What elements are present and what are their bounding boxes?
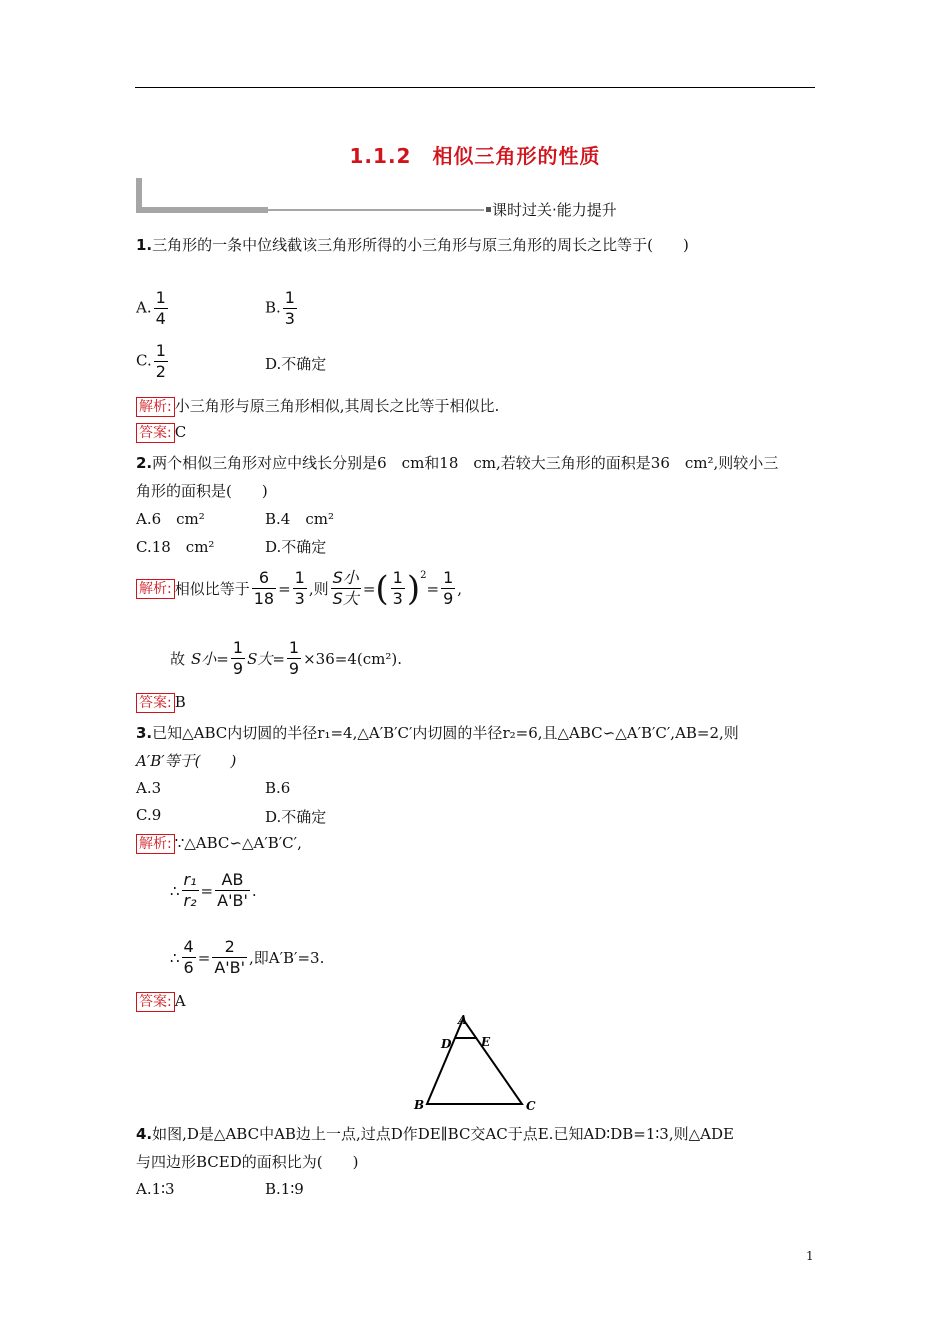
q4-option-b: B.1∶9 xyxy=(265,1180,304,1198)
q1-option-a xyxy=(136,288,170,329)
q3-option-b: B.6 xyxy=(265,779,291,797)
period: . xyxy=(251,881,257,900)
q2-stem-text: 两个相似三角形对应中线长分别是6 cm和18 cm,若较大三角形的面积是36 cm²,则较小三 xyxy=(152,454,779,472)
triangle-figure xyxy=(405,1010,545,1120)
q2-answer xyxy=(136,693,186,713)
equals-sign: = xyxy=(197,948,211,967)
therefore-symbol: ∴ xyxy=(170,948,180,967)
q3-six: 6 xyxy=(183,958,194,977)
q3-option-c: C.9 xyxy=(136,806,162,824)
q3-step2-right-fraction xyxy=(212,937,247,978)
top-rule xyxy=(135,87,815,88)
answer-tag: 答案: xyxy=(136,992,175,1012)
q2-fraction-denominator: 9 xyxy=(232,659,244,678)
q2-exponent: 2 xyxy=(420,570,427,581)
analysis-tag: 解析: xyxy=(136,579,175,599)
q1-option-a-denominator: 4 xyxy=(155,309,166,328)
q2-fraction-denominator: 9 xyxy=(443,589,454,608)
q1-answer xyxy=(136,423,186,443)
q1-option-c-denominator: 2 xyxy=(155,362,166,381)
label-d: D xyxy=(441,1037,452,1051)
right-paren: ) xyxy=(406,568,421,609)
q2-s-small-text: S小 xyxy=(191,650,217,668)
q2-stem-line1 xyxy=(136,452,778,473)
label-b: B xyxy=(414,1098,425,1112)
q2-fraction-1-3-paren xyxy=(391,568,405,609)
q2-s-big: S大 xyxy=(332,589,359,608)
equals-sign: = xyxy=(426,579,440,598)
q4-stem-text: 如图,D是△ABC中AB边上一点,过点D作DE∥BC交AC于点E.已知AD∶DB=1∶3,则△ADE xyxy=(152,1125,734,1143)
q1-option-c xyxy=(136,341,170,382)
q2-step2-suffix: ×36=4(cm²). xyxy=(303,649,402,668)
q4-number: 4. xyxy=(136,1125,153,1143)
q1-option-b-fraction xyxy=(283,288,297,329)
section-band-line xyxy=(268,209,484,211)
q1-analysis xyxy=(136,395,499,417)
q2-step2-fraction-b xyxy=(287,638,301,679)
q3-analysis xyxy=(136,834,302,854)
q3-step1-left-fraction xyxy=(182,870,199,911)
q1-option-a-numerator: 1 xyxy=(155,288,166,307)
q1-option-b-numerator: 1 xyxy=(284,288,295,307)
q2-step2-fraction-a xyxy=(231,638,245,679)
q2-fraction-denominator: 3 xyxy=(294,589,305,608)
q1-option-c-label: C. xyxy=(136,351,152,370)
therefore-symbol: ∴ xyxy=(170,881,180,900)
q2-s-small: S小 xyxy=(332,568,359,587)
q3-a-prime-b-prime: A'B' xyxy=(214,958,246,977)
q2-answer-value: B xyxy=(174,693,186,711)
q3-step2-left-fraction xyxy=(182,937,196,978)
equals-sign: = xyxy=(278,579,291,598)
section-bullet xyxy=(486,207,491,212)
q2-stem-line2: 角形的面积是( ) xyxy=(136,482,268,500)
q3-step2-suffix: ,即A′B′=3. xyxy=(249,949,325,967)
q2-s-big-text: S大 xyxy=(247,650,273,668)
q2-fraction-numerator: 1 xyxy=(443,568,454,587)
section-band-horizontal xyxy=(136,207,268,213)
q2-number: 2. xyxy=(136,454,153,472)
q4-stem-line2: 与四边形BCED的面积比为( ) xyxy=(136,1153,359,1171)
q2-fraction-6-18 xyxy=(252,568,276,609)
q1-option-b xyxy=(265,288,299,329)
q2-fraction-numerator: 1 xyxy=(288,638,300,657)
q1-stem-text: 三角形的一条中位线截该三角形所得的小三角形与原三角形的周长之比等于( ) xyxy=(152,236,689,254)
analysis-tag: 解析: xyxy=(136,834,175,854)
page-number: 1 xyxy=(806,1249,814,1263)
q3-stem-line1 xyxy=(136,722,739,743)
q1-option-b-label: B. xyxy=(265,298,281,317)
q4-stem-line1 xyxy=(136,1123,734,1144)
page-title: 1.1.2 相似三角形的性质 xyxy=(349,144,601,168)
answer-tag: 答案: xyxy=(136,423,175,443)
label-c: C xyxy=(526,1099,536,1113)
q3-answer-value: A xyxy=(174,992,186,1010)
q2-option-b: B.4 cm² xyxy=(265,510,334,528)
comma: , xyxy=(457,579,463,598)
q3-step1-right-fraction xyxy=(215,870,250,911)
q2-fraction-numerator: 1 xyxy=(232,638,244,657)
q1-answer-value: C xyxy=(174,423,187,441)
q4-option-a: A.1∶3 xyxy=(136,1180,175,1198)
q3-r2: r₂ xyxy=(183,891,197,910)
q2-fraction-denominator: 18 xyxy=(253,589,275,608)
label-a: A xyxy=(458,1013,468,1027)
q3-number: 3. xyxy=(136,724,153,742)
q2-fraction-1-9 xyxy=(441,568,455,609)
q1-option-b-denominator: 3 xyxy=(284,309,295,328)
q3-step1 xyxy=(170,870,257,911)
q3-four: 4 xyxy=(183,937,194,956)
q3-analysis-text: ∵△ABC∽△A′B′C′, xyxy=(174,834,302,852)
q2-analysis-prefix: 相似比等于 xyxy=(174,580,250,598)
q1-stem xyxy=(136,234,689,255)
q2-analysis xyxy=(136,568,462,609)
q3-a-prime-b-prime: A'B' xyxy=(217,891,248,910)
q2-step2-prefix: 故 xyxy=(170,650,186,668)
q2-option-c: C.18 cm² xyxy=(136,538,215,556)
q2-fraction-1-3 xyxy=(293,568,307,609)
left-paren: ( xyxy=(375,568,389,609)
q2-fraction-denominator: 3 xyxy=(392,589,403,608)
q3-ab: AB xyxy=(221,870,244,889)
q1-option-a-label: A. xyxy=(136,298,152,317)
q3-step2 xyxy=(170,937,324,978)
equals-sign: = xyxy=(216,649,229,668)
q2-area-ratio xyxy=(331,568,361,609)
answer-tag: 答案: xyxy=(136,693,175,713)
q3-two: 2 xyxy=(224,937,235,956)
q3-answer xyxy=(136,992,186,1012)
q2-option-a: A.6 cm² xyxy=(136,510,205,528)
q3-stem-text: 已知△ABC内切圆的半径r₁=4,△A′B′C′内切圆的半径r₂=6,且△ABC∽△A′B′C′,AB=2,则 xyxy=(152,724,739,742)
q2-fraction-numerator: 1 xyxy=(294,568,305,587)
q3-option-d: D.不确定 xyxy=(265,808,327,826)
q1-analysis-text: 小三角形与原三角形相似,其周长之比等于相似比. xyxy=(174,397,500,415)
q2-step2 xyxy=(170,638,402,679)
label-e: E xyxy=(481,1035,491,1049)
q3-option-a: A.3 xyxy=(136,779,162,797)
q1-option-d: D.不确定 xyxy=(265,355,327,373)
q2-fraction-numerator: 6 xyxy=(258,568,269,587)
q2-option-d: D.不确定 xyxy=(265,538,327,556)
equals-sign: = xyxy=(272,649,285,668)
q1-number: 1. xyxy=(136,236,153,254)
triangle-abc xyxy=(427,1019,522,1104)
equals-sign: = xyxy=(200,881,214,900)
q3-stem-line2: A′B′等于( ) xyxy=(136,752,237,770)
equals-sign: = xyxy=(362,579,376,598)
q3-r1: r₁ xyxy=(183,870,197,889)
section-label: 课时过关·能力提升 xyxy=(492,201,617,219)
q2-analysis-mid: ,则 xyxy=(308,580,329,598)
q2-fraction-numerator: 1 xyxy=(392,568,403,587)
q1-option-a-fraction xyxy=(154,288,168,329)
q1-option-c-numerator: 1 xyxy=(155,341,166,360)
analysis-tag: 解析: xyxy=(136,397,175,417)
q1-option-c-fraction xyxy=(154,341,168,382)
q2-fraction-denominator: 9 xyxy=(288,659,300,678)
